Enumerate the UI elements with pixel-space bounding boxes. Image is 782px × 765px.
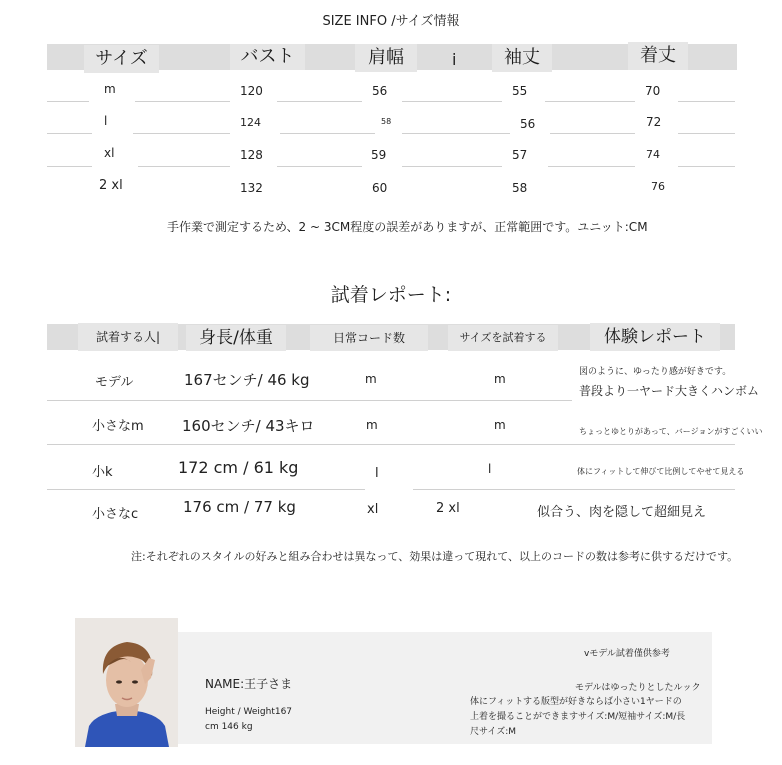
report-daily-size: xl: [367, 502, 379, 517]
row-line: [678, 166, 735, 167]
report-comment: 体にフィットして伸びて比例してやせて見える: [577, 467, 745, 476]
report-tried-size: l: [488, 462, 492, 476]
report-person: モデル: [95, 375, 134, 390]
report-daily-size: l: [375, 466, 379, 481]
model-desc-1: モデルはゆったりとしたルック: [575, 683, 701, 693]
row-line: [47, 101, 89, 102]
row-line: [678, 101, 735, 102]
header-experience: 体験レポート: [590, 323, 720, 351]
cell-shoulder: 59: [371, 148, 387, 162]
model-desc-3: 上着を撮ることができますサイズ:M/短袖サイズ:M/長: [470, 712, 686, 722]
report-tried-size: m: [494, 418, 506, 432]
cell-size: xl: [104, 146, 115, 160]
model-photo: [75, 618, 178, 747]
row-line: [548, 166, 635, 167]
header-bust: バスト: [230, 44, 305, 70]
cell-sleeve: 58: [512, 181, 528, 195]
row-line: [413, 489, 735, 490]
report-tried-size: 2 xl: [436, 501, 460, 516]
row-line: [135, 101, 230, 102]
header-daily-size: 日常コード数: [310, 325, 428, 351]
cell-size: 2 xl: [99, 178, 123, 193]
row-line: [47, 489, 365, 490]
header-length: 着丈: [628, 42, 688, 70]
report-tried-size: m: [494, 372, 506, 386]
size-info-title: SIZE INFO /サイズ情報: [322, 14, 460, 29]
model-ref-label: vモデル試着僅供参考: [584, 649, 670, 659]
cell-bust: 128: [240, 148, 263, 162]
header-height-weight: 身長/体重: [186, 325, 286, 351]
row-line: [545, 101, 635, 102]
row-line: [277, 166, 362, 167]
row-line: [678, 133, 735, 134]
row-line: [550, 133, 635, 134]
report-comment-2: 普段より一ヤード大きくハンボム: [579, 384, 760, 398]
model-desc-2: 体にフィットする版型が好きならば小さい1ヤードの: [470, 697, 682, 707]
cell-bust: 132: [240, 181, 263, 195]
cell-shoulder: 56: [372, 84, 388, 98]
report-comment: 似合う、肉を隠して超細見え: [537, 505, 707, 520]
model-desc-4: 尺サイズ:M: [470, 727, 517, 737]
cell-length: 76: [651, 180, 665, 193]
cell-bust: 120: [240, 84, 263, 98]
header-sleeve: 袖丈: [492, 44, 552, 72]
report-comment: ちょっとゆとりがあって、バージョンがすごくいい: [579, 427, 763, 436]
cell-length: 70: [645, 84, 661, 98]
report-note: 注:それぞれのスタイルの好みと組み合わせは異なって、効果は違って現れて、以上のコードの数は参考に供するだけです。: [131, 550, 739, 563]
row-line: [277, 101, 362, 102]
row-line: [47, 166, 92, 167]
report-comment: 図のように、ゆったり感が好きです。: [579, 367, 732, 377]
header-person: 試着する人|: [78, 323, 178, 351]
cell-shoulder: 60: [372, 181, 388, 195]
report-title: 試着レポート:: [330, 284, 452, 306]
cell-sleeve: 56: [520, 117, 536, 131]
cell-size: l: [104, 114, 108, 128]
cell-sleeve: 57: [512, 148, 528, 162]
report-height-weight: 176 cm / 77 kg: [183, 498, 296, 516]
cell-length: 74: [646, 148, 660, 161]
row-line: [47, 444, 735, 445]
report-person: 小さなm: [92, 419, 144, 434]
report-daily-size: m: [366, 418, 378, 432]
cell-length: 72: [646, 115, 662, 129]
cell-size: m: [104, 82, 116, 96]
row-line: [402, 133, 510, 134]
header-marker: i: [452, 50, 457, 69]
cell-sleeve: 55: [512, 84, 528, 98]
row-line: [402, 101, 502, 102]
cell-bust: 124: [240, 116, 261, 129]
row-line: [138, 166, 230, 167]
header-shoulder: 肩幅: [355, 44, 417, 72]
report-height-weight: 172 cm / 61 kg: [178, 458, 299, 477]
size-note: 手作業で測定するため、2 ~ 3CM程度の誤差がありますが、正常範囲です。ユニット:CM: [167, 220, 648, 234]
report-height-weight: 160センチ/ 43キロ: [182, 417, 315, 435]
row-line: [280, 133, 375, 134]
report-height-weight: 167センチ/ 46 kg: [184, 371, 310, 389]
row-line: [402, 166, 502, 167]
report-person: 小k: [92, 465, 113, 480]
row-line: [47, 133, 92, 134]
model-height-weight-2: cm 146 kg: [205, 722, 253, 732]
report-daily-size: m: [365, 372, 377, 386]
header-tried-size: サイズを試着する: [448, 325, 558, 351]
header-size: サイズ: [84, 45, 159, 73]
report-person: 小さなc: [92, 507, 139, 522]
model-name: NAME:王子さま: [205, 677, 293, 691]
model-height-weight-1: Height / Weight167: [205, 707, 293, 717]
row-line: [133, 133, 230, 134]
row-line: [47, 400, 572, 401]
cell-shoulder: 58: [381, 117, 392, 126]
